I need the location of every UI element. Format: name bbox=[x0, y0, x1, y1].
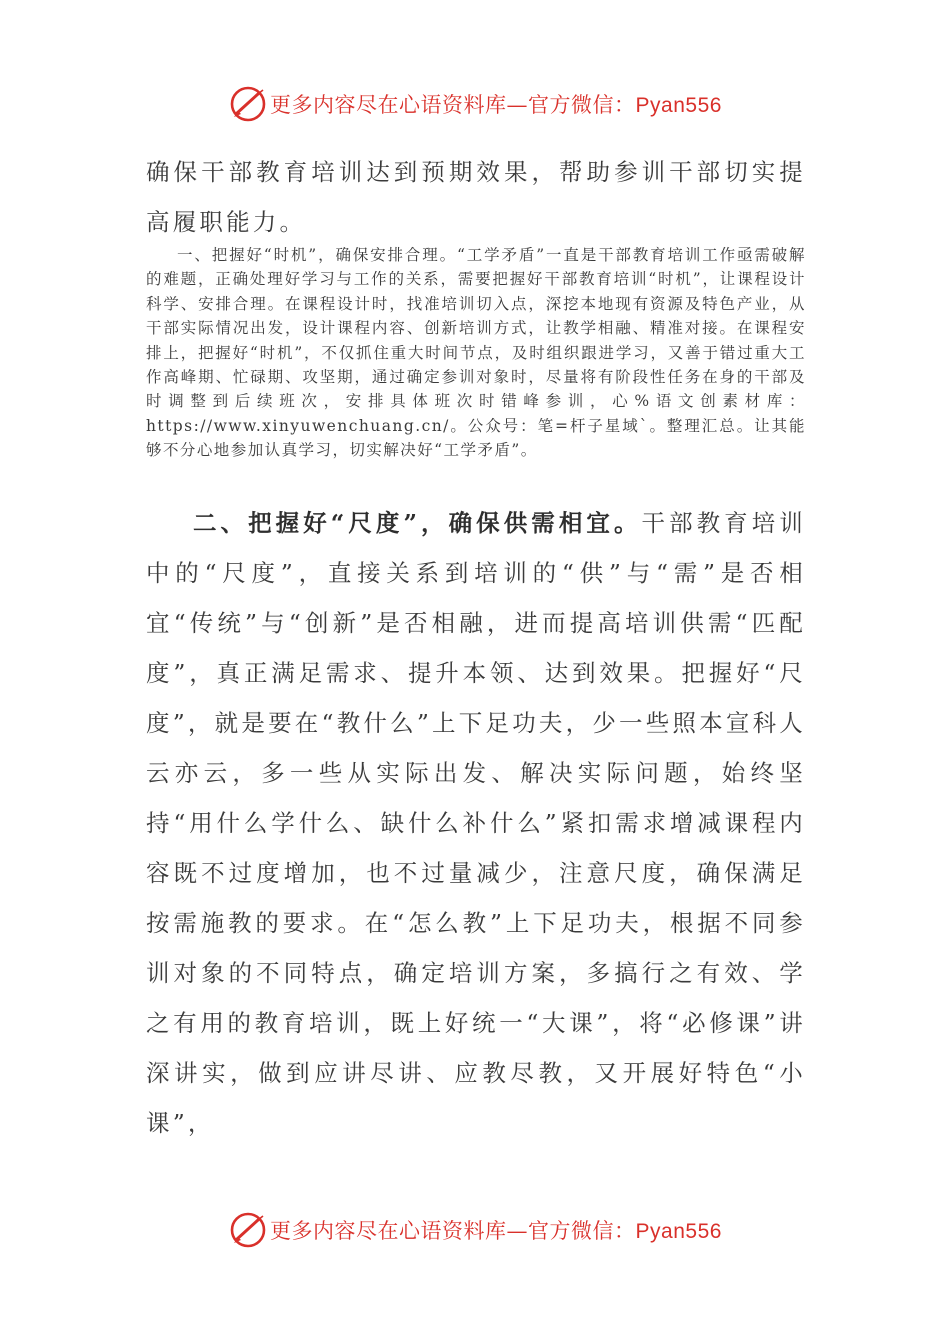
section-two-block bbox=[146, 498, 806, 1148]
section-one-block bbox=[146, 243, 806, 463]
header-watermark-banner bbox=[0, 82, 950, 126]
banner-wechat-id: Pyan556 bbox=[635, 1220, 722, 1243]
banner-cjk: 更多内容尽在心语资料库—官方微信： bbox=[270, 93, 636, 117]
pen-logo-icon bbox=[228, 84, 268, 124]
pen-logo-icon bbox=[228, 1210, 268, 1250]
banner-wechat-id: Pyan556 bbox=[635, 94, 722, 117]
section-two-paragraph bbox=[146, 498, 806, 1148]
banner-text bbox=[270, 1215, 722, 1245]
section-one-paragraph: 一、把握好“时机”，确保安排合理。“工学矛盾”一直是干部教育培训工作亟需破解的难题，正确处理好学习与工作的关系，需要把握好干部教育培训“时机”，让课程设计科学、安排合理。在课程设计时，找准培训切入点，深挖本地现有资源及特色产业，从干部实际情况出发，设计课程内容、创新培训方式，让教学相融、精准对接。在课程安排上，把握好“时机”，不仅抓住重大时间节点，及时组织跟进学习，又善于错过重大工作高峰期、忙碌期、攻坚期，通过确定参训对象时，尽量将有阶段性任务在身的干部及时调整到后续班次，安排具体班次时错峰参训，心%语文创素材库：https://www.xinyuwenchuang.cn/。公众号：笔=杆子星域`。整理汇总。让其能够不分心地参加认真学习，切实解决好“工学矛盾”。 bbox=[146, 246, 806, 460]
continuation-paragraph: 确保干部教育培训达到预期效果，帮助参训干部切实提高履职能力。 bbox=[146, 158, 806, 236]
section-two-text: 干部教育培训中的“尺度”，直接关系到培训的“供”与“需”是否相宜“传统”与“创新”是否相融，进而提高培训供需“匹配度”，真正满足需求、提升本领、达到效果。把握好“尺度”，就是要在“教什么”上下足功夫，少一些照本宣科人云亦云，多一些从实际出发、解决实际问题，始终坚持“用什么学什么、缺什么补什么”紧扣需求增减课程内容既不过度增加，也不过量减少，注意尺度，确保满足按需施教的要求。在“怎么教”上下足功夫，根据不同参训对象的不同特点，确定培训方案，多搞行之有效、学之有用的教育培训，既上好统一“大课”，将“必修课”讲深讲实，做到应讲尽讲、应教尽教，又开展好特色“小课”， bbox=[146, 509, 807, 1137]
continuation-block bbox=[146, 147, 806, 247]
banner-text bbox=[270, 89, 722, 119]
section-two-heading: 二、把握好“尺度”，确保供需相宜。 bbox=[193, 509, 642, 537]
banner-cjk: 更多内容尽在心语资料库—官方微信： bbox=[270, 1219, 636, 1243]
footer-watermark-banner bbox=[0, 1208, 950, 1252]
